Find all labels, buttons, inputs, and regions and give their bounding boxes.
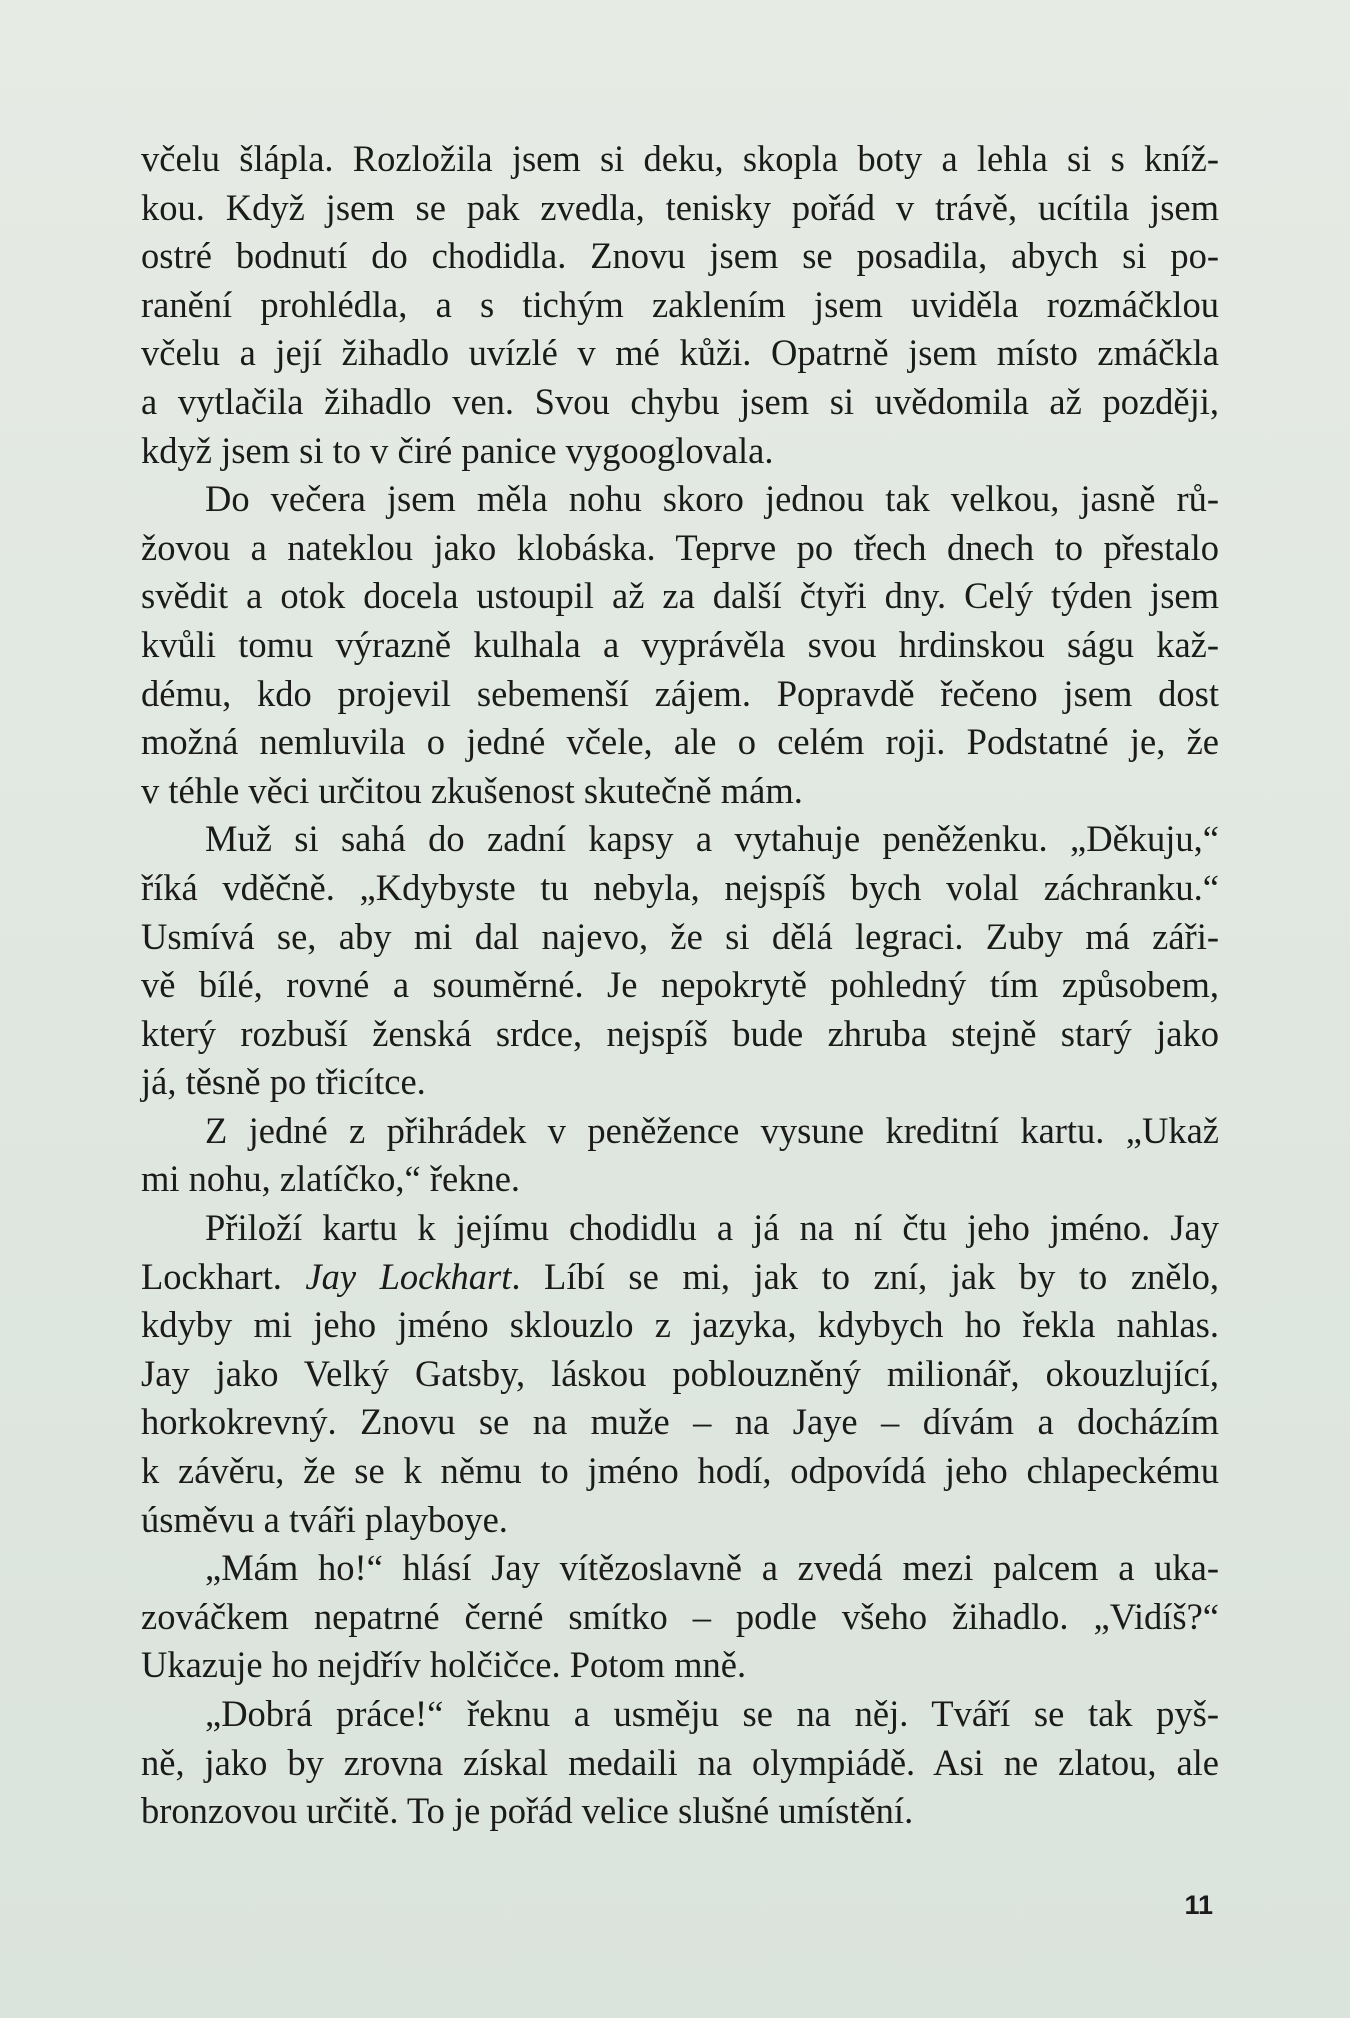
text-line: včelu a její žihadlo uvízlé v mé kůži. Opatrně jsem místo zmáčkla — [141, 332, 1219, 374]
text-line: mi nohu, zlatíčko,“ řekne. — [141, 1158, 521, 1200]
text-line: horkokrevný. Znovu se na muže – na Jaye – dívám a docházím — [141, 1401, 1219, 1443]
text-line: kdyby mi jeho jméno sklouzlo z jazyka, kdybych ho řekla nahlas. — [141, 1304, 1219, 1346]
text-line: bronzovou určitě. To je pořád velice slušné umístění. — [141, 1790, 914, 1832]
text-line: když jsem si to v čiré panice vygooglovala. — [141, 429, 774, 471]
text-line: úsměvu a tváři playboye. — [141, 1498, 508, 1540]
text-line: Muž si sahá do zadní kapsy a vytahuje peněženku. „Děkuju,“ — [205, 818, 1219, 860]
text-line-mixed — [141, 1253, 1219, 1302]
text-line: svědit a otok docela ustoupil až za další čtyři dny. Celý týden jsem — [141, 575, 1219, 617]
text-line: „Mám ho!“ hlásí Jay vítězoslavně a zvedá mezi palcem a uka- — [205, 1547, 1219, 1589]
text-line: zováčkem nepatrné černé smítko – podle všeho žihadlo. „Vidíš?“ — [141, 1595, 1219, 1637]
text-line: „Dobrá práce!“ řeknu a usměju se na něj. Tváří se tak pyš- — [205, 1693, 1219, 1734]
text-line: možná nemluvila o jedné včele, ale o celém roji. Podstatné je, že — [141, 721, 1219, 763]
italic-name: Jay Lockhart — [305, 1255, 512, 1297]
text-line: kou. Když jsem se pak zvedla, tenisky pořád v trávě, ucítila jsem — [141, 186, 1219, 228]
text-line: Usmívá se, aby mi dal najevo, že si dělá legraci. Zuby má záři- — [141, 915, 1219, 957]
text-line: k závěru, že se k němu to jméno hodí, odpovídá jeho chlapeckému — [141, 1450, 1219, 1492]
text-line: ranění prohlédla, a s tichým zaklením jsem uviděla rozmáčklou — [141, 283, 1219, 325]
text-line: ně, jako by zrovna získal medaili na olympiádě. Asi ne zlatou, ale — [141, 1741, 1219, 1783]
text-line: včelu šlápla. Rozložila jsem si deku, skopla boty a lehla si s kníž- — [141, 138, 1219, 179]
text-line: žovou a nateklou jako klobáska. Teprve po třech dnech to přestalo — [141, 526, 1219, 568]
text-line: Z jedné z přihrádek v peněžence vysune kreditní kartu. „Ukaž — [205, 1109, 1219, 1151]
text-line: a vytlačila žihadlo ven. Svou chybu jsem si uvědomila až později, — [141, 380, 1219, 422]
body-text — [141, 135, 1219, 1836]
text-line: já, těsně po třicítce. — [141, 1061, 426, 1103]
text-line: který rozbuší ženská srdce, nejspíš bude zhruba stejně starý jako — [141, 1012, 1219, 1054]
text-line: v téhle věci určitou zkušenost skutečně mám. — [141, 769, 803, 811]
text-line: Přiloží kartu k jejímu chodidlu a já na ní čtu jeho jméno. Jay — [205, 1207, 1219, 1249]
page-number: 11 — [1184, 1890, 1213, 1920]
text-line: Ukazuje ho nejdřív holčičce. Potom mně. — [141, 1644, 747, 1686]
text-line: vě bílé, rovné a souměrné. Je nepokrytě pohledný tím způsobem, — [141, 964, 1219, 1006]
text-line: kvůli tomu výrazně kulhala a vyprávěla svou hrdinskou ságu kaž- — [141, 623, 1219, 665]
text-line: dému, kdo projevil sebemenší zájem. Popravdě řečeno jsem dost — [141, 672, 1219, 714]
text-line: říká vděčně. „Kdybyste tu nebyla, nejspíš bych volal záchranku.“ — [141, 866, 1219, 908]
text-run: Lockhart. — [141, 1255, 282, 1297]
text-run: . Líbí se mi, jak to zní, jak by to znělo, — [511, 1255, 1219, 1297]
text-line: ostré bodnutí do chodidla. Znovu jsem se posadila, abych si po- — [141, 235, 1219, 277]
text-line: Do večera jsem měla nohu skoro jednou tak velkou, jasně rů- — [205, 478, 1219, 520]
text-line: Jay jako Velký Gatsby, láskou poblouzněný milionář, okouzlující, — [141, 1352, 1219, 1394]
